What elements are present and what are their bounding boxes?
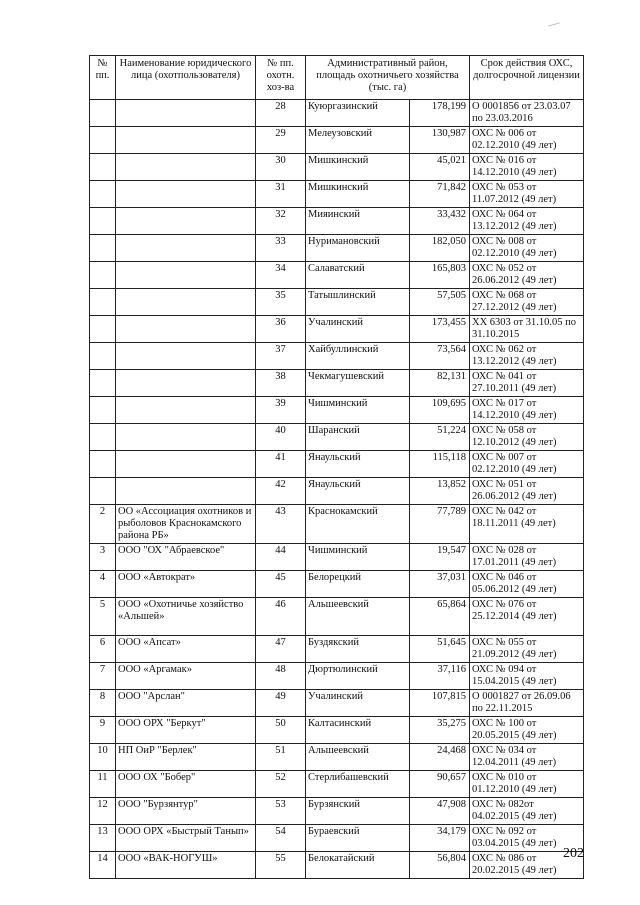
row-name: ООО «ВАК-НОГУШ» xyxy=(116,852,256,879)
row-num xyxy=(90,316,116,343)
row-area: 73,564 xyxy=(410,343,470,370)
row-hunt-num: 31 xyxy=(256,181,306,208)
row-name: ОО «Ассоциация охотников и рыболовов Краснокамского района РБ» xyxy=(116,505,256,544)
row-hunt-num: 49 xyxy=(256,690,306,717)
row-district: Куюргазинский xyxy=(306,100,410,127)
row-license: ОХС № 034 от 12.04.2011 (49 лет) xyxy=(470,744,584,771)
row-name: ООО «Апсат» xyxy=(116,636,256,663)
row-district: Буздякский xyxy=(306,636,410,663)
row-hunt-num: 32 xyxy=(256,208,306,235)
header-hunt-num: № пп. охотн. хоз-ва xyxy=(256,56,306,100)
row-area: 35,275 xyxy=(410,717,470,744)
row-license: ОХС № 016 от 14.12.2010 (49 лет) xyxy=(470,154,584,181)
row-district: Чишминский xyxy=(306,397,410,424)
row-license: ОХС № 055 от 21.09.2012 (49 лет) xyxy=(470,636,584,663)
row-area: 130,987 xyxy=(410,127,470,154)
row-name xyxy=(116,451,256,478)
row-num: 8 xyxy=(90,690,116,717)
row-hunt-num: 51 xyxy=(256,744,306,771)
table-row xyxy=(90,544,584,571)
row-license: О 0001827 от 26.09.06 по 22.11.2015 xyxy=(470,690,584,717)
row-hunt-num: 54 xyxy=(256,825,306,852)
row-name xyxy=(116,127,256,154)
table-row xyxy=(90,235,584,262)
table-body xyxy=(90,100,584,879)
row-area: 109,695 xyxy=(410,397,470,424)
header-license: Срок действия ОХС, долгосрочной лицензии xyxy=(470,56,584,100)
row-area: 51,224 xyxy=(410,424,470,451)
row-license: ОХС № 028 от 17.01.2011 (49 лет) xyxy=(470,544,584,571)
table-row xyxy=(90,451,584,478)
row-name: ООО ОРХ "Беркут" xyxy=(116,717,256,744)
row-hunt-num: 29 xyxy=(256,127,306,154)
row-num xyxy=(90,181,116,208)
row-hunt-num: 42 xyxy=(256,478,306,505)
row-name xyxy=(116,208,256,235)
row-license: ОХС № 046 от 05.06.2012 (49 лет) xyxy=(470,571,584,598)
row-name: ООО ОРХ «Быстрый Танып» xyxy=(116,825,256,852)
row-num xyxy=(90,262,116,289)
row-license: ОХС № 100 от 20.05.2015 (49 лет) xyxy=(470,717,584,744)
row-name: ООО «Охотничье хозяйство «Альшей» xyxy=(116,598,256,636)
row-num: 5 xyxy=(90,598,116,636)
row-license: ОХС № 058 от 12.10.2012 (49 лет) xyxy=(470,424,584,451)
row-district: Белорецкий xyxy=(306,571,410,598)
table-row xyxy=(90,127,584,154)
row-license: ОХС № 042 от 18.11.2011 (49 лет) xyxy=(470,505,584,544)
page-number: 202 xyxy=(563,846,584,861)
row-area: 34,179 xyxy=(410,825,470,852)
table-row xyxy=(90,154,584,181)
row-license: ОХС № 086 от 20.02.2015 (49 лет) xyxy=(470,852,584,879)
row-hunt-num: 39 xyxy=(256,397,306,424)
row-area: 178,199 xyxy=(410,100,470,127)
table-row xyxy=(90,798,584,825)
row-area: 45,021 xyxy=(410,154,470,181)
row-name: ООО "Арслан" xyxy=(116,690,256,717)
row-num xyxy=(90,100,116,127)
table-row xyxy=(90,181,584,208)
row-num: 9 xyxy=(90,717,116,744)
row-district: Альшеевский xyxy=(306,598,410,636)
row-name xyxy=(116,397,256,424)
row-area: 57,505 xyxy=(410,289,470,316)
row-area: 37,116 xyxy=(410,663,470,690)
row-area: 173,455 xyxy=(410,316,470,343)
row-district: Янаульский xyxy=(306,478,410,505)
row-district: Краснокамский xyxy=(306,505,410,544)
header-district: Административный район, площадь охотничьего хозяйства (тыс. га) xyxy=(306,56,470,100)
row-num xyxy=(90,343,116,370)
row-area: 47,908 xyxy=(410,798,470,825)
row-district: Чекмагушевский xyxy=(306,370,410,397)
row-license: ОХС № 051 от 26.06.2012 (49 лет) xyxy=(470,478,584,505)
row-hunt-num: 44 xyxy=(256,544,306,571)
table-row xyxy=(90,598,584,636)
table-row xyxy=(90,825,584,852)
row-hunt-num: 43 xyxy=(256,505,306,544)
row-hunt-num: 36 xyxy=(256,316,306,343)
row-name xyxy=(116,289,256,316)
table-row xyxy=(90,370,584,397)
row-name xyxy=(116,343,256,370)
row-hunt-num: 52 xyxy=(256,771,306,798)
row-area: 24,468 xyxy=(410,744,470,771)
header-name: Наименование юридического лица (охотпользователя) xyxy=(116,56,256,100)
row-district: Учалинский xyxy=(306,316,410,343)
table-row xyxy=(90,744,584,771)
row-area: 182,050 xyxy=(410,235,470,262)
row-area: 65,864 xyxy=(410,598,470,636)
row-license: ОХС № 076 от 25.12.2014 (49 лет) xyxy=(470,598,584,636)
row-name xyxy=(116,370,256,397)
row-license: ОХС № 053 от 11.07.2012 (49 лет) xyxy=(470,181,584,208)
row-num: 11 xyxy=(90,771,116,798)
row-hunt-num: 47 xyxy=(256,636,306,663)
table-row xyxy=(90,717,584,744)
row-num: 14 xyxy=(90,852,116,879)
row-hunt-num: 41 xyxy=(256,451,306,478)
table-row xyxy=(90,208,584,235)
row-num: 13 xyxy=(90,825,116,852)
row-name: ООО «Автократ» xyxy=(116,571,256,598)
row-num: 2 xyxy=(90,505,116,544)
row-license: ОХС № 006 от 02.12.2010 (49 лет) xyxy=(470,127,584,154)
row-hunt-num: 48 xyxy=(256,663,306,690)
row-num: 6 xyxy=(90,636,116,663)
row-num xyxy=(90,424,116,451)
row-district: Стерлибашевский xyxy=(306,771,410,798)
row-name xyxy=(116,424,256,451)
row-license: ОХС № 052 от 26.06.2012 (49 лет) xyxy=(470,262,584,289)
row-district: Учалинский xyxy=(306,690,410,717)
row-area: 37,031 xyxy=(410,571,470,598)
row-district: Калтасинский xyxy=(306,717,410,744)
row-area: 107,815 xyxy=(410,690,470,717)
row-hunt-num: 34 xyxy=(256,262,306,289)
row-license: ОХС № 062 от 13.12.2012 (49 лет) xyxy=(470,343,584,370)
row-district: Белокатайский xyxy=(306,852,410,879)
table-row xyxy=(90,852,584,879)
table-row xyxy=(90,100,584,127)
row-district: Мишкинский xyxy=(306,181,410,208)
row-district: Татышлинский xyxy=(306,289,410,316)
row-area: 56,804 xyxy=(410,852,470,879)
row-area: 33,432 xyxy=(410,208,470,235)
row-district: Чишминский xyxy=(306,544,410,571)
table-row xyxy=(90,424,584,451)
header-num: № пп. xyxy=(90,56,116,100)
row-num xyxy=(90,127,116,154)
row-area: 82,131 xyxy=(410,370,470,397)
row-license: ОХС № 007 от 02.12.2010 (49 лет) xyxy=(470,451,584,478)
row-license: ОХС № 094 от 15.04.2015 (49 лет) xyxy=(470,663,584,690)
row-area: 115,118 xyxy=(410,451,470,478)
row-name: ООО "Бурзянтур" xyxy=(116,798,256,825)
row-area: 165,803 xyxy=(410,262,470,289)
row-num xyxy=(90,397,116,424)
row-license: ОХС № 017 от 14.12.2010 (49 лет) xyxy=(470,397,584,424)
row-hunt-num: 50 xyxy=(256,717,306,744)
table-header-row xyxy=(90,56,584,100)
row-district: Мишкинский xyxy=(306,154,410,181)
row-num xyxy=(90,451,116,478)
row-num xyxy=(90,289,116,316)
row-hunt-num: 38 xyxy=(256,370,306,397)
row-num: 12 xyxy=(90,798,116,825)
row-num xyxy=(90,370,116,397)
table-row xyxy=(90,397,584,424)
row-district: Мияинский xyxy=(306,208,410,235)
table-row xyxy=(90,690,584,717)
row-district: Хайбуллинский xyxy=(306,343,410,370)
row-hunt-num: 45 xyxy=(256,571,306,598)
table-row xyxy=(90,478,584,505)
row-name xyxy=(116,316,256,343)
row-hunt-num: 37 xyxy=(256,343,306,370)
row-num xyxy=(90,154,116,181)
table-row xyxy=(90,771,584,798)
row-district: Бурзянский xyxy=(306,798,410,825)
table-row xyxy=(90,636,584,663)
row-area: 51,645 xyxy=(410,636,470,663)
row-area: 71,842 xyxy=(410,181,470,208)
row-hunt-num: 33 xyxy=(256,235,306,262)
row-area: 77,789 xyxy=(410,505,470,544)
scan-mark xyxy=(548,22,560,26)
row-license: ОХС № 041 от 27.10.2011 (49 лет) xyxy=(470,370,584,397)
row-name xyxy=(116,100,256,127)
row-area: 19,547 xyxy=(410,544,470,571)
table-row xyxy=(90,343,584,370)
row-hunt-num: 30 xyxy=(256,154,306,181)
table-row xyxy=(90,262,584,289)
table-row xyxy=(90,505,584,544)
row-district: Салаватский xyxy=(306,262,410,289)
row-num xyxy=(90,235,116,262)
table-row xyxy=(90,289,584,316)
row-district: Альшеевский xyxy=(306,744,410,771)
row-name: ООО ОХ "Бобер" xyxy=(116,771,256,798)
row-area: 90,657 xyxy=(410,771,470,798)
row-district: Янаульский xyxy=(306,451,410,478)
row-hunt-num: 40 xyxy=(256,424,306,451)
row-num: 10 xyxy=(90,744,116,771)
hunting-grounds-table xyxy=(89,55,584,879)
row-hunt-num: 55 xyxy=(256,852,306,879)
row-district: Дюртюлинский xyxy=(306,663,410,690)
row-name xyxy=(116,478,256,505)
row-district: Мелеузовский xyxy=(306,127,410,154)
row-license: ОХС № 010 от 01.12.2010 (49 лет) xyxy=(470,771,584,798)
row-license: ОХС № 068 от 27.12.2012 (49 лет) xyxy=(470,289,584,316)
row-num xyxy=(90,478,116,505)
row-hunt-num: 35 xyxy=(256,289,306,316)
row-name xyxy=(116,154,256,181)
row-license: О 0001856 от 23.03.07 по 23.03.2016 xyxy=(470,100,584,127)
table-row xyxy=(90,571,584,598)
row-license: ОХС № 082от 04.02.2015 (49 лет) xyxy=(470,798,584,825)
row-license: ОХС № 008 от 02.12.2010 (49 лет) xyxy=(470,235,584,262)
row-num xyxy=(90,208,116,235)
row-name: ООО "ОХ "Абраевское" xyxy=(116,544,256,571)
table-row xyxy=(90,663,584,690)
row-name: ООО «Аргамак» xyxy=(116,663,256,690)
row-name xyxy=(116,181,256,208)
table-row xyxy=(90,316,584,343)
row-num: 4 xyxy=(90,571,116,598)
row-license: ОХС № 064 от 13.12.2012 (49 лет) xyxy=(470,208,584,235)
row-district: Шаранский xyxy=(306,424,410,451)
row-hunt-num: 46 xyxy=(256,598,306,636)
row-name xyxy=(116,262,256,289)
row-name xyxy=(116,235,256,262)
row-num: 7 xyxy=(90,663,116,690)
row-hunt-num: 28 xyxy=(256,100,306,127)
row-num: 3 xyxy=(90,544,116,571)
row-district: Бураевский xyxy=(306,825,410,852)
row-hunt-num: 53 xyxy=(256,798,306,825)
row-license: ОХС № 092 от 03.04.2015 (49 лет) xyxy=(470,825,584,852)
row-area: 13,852 xyxy=(410,478,470,505)
row-name: НП ОиР "Берлек" xyxy=(116,744,256,771)
row-district: Нуримановский xyxy=(306,235,410,262)
row-license: ХХ 6303 от 31.10.05 по 31.10.2015 xyxy=(470,316,584,343)
